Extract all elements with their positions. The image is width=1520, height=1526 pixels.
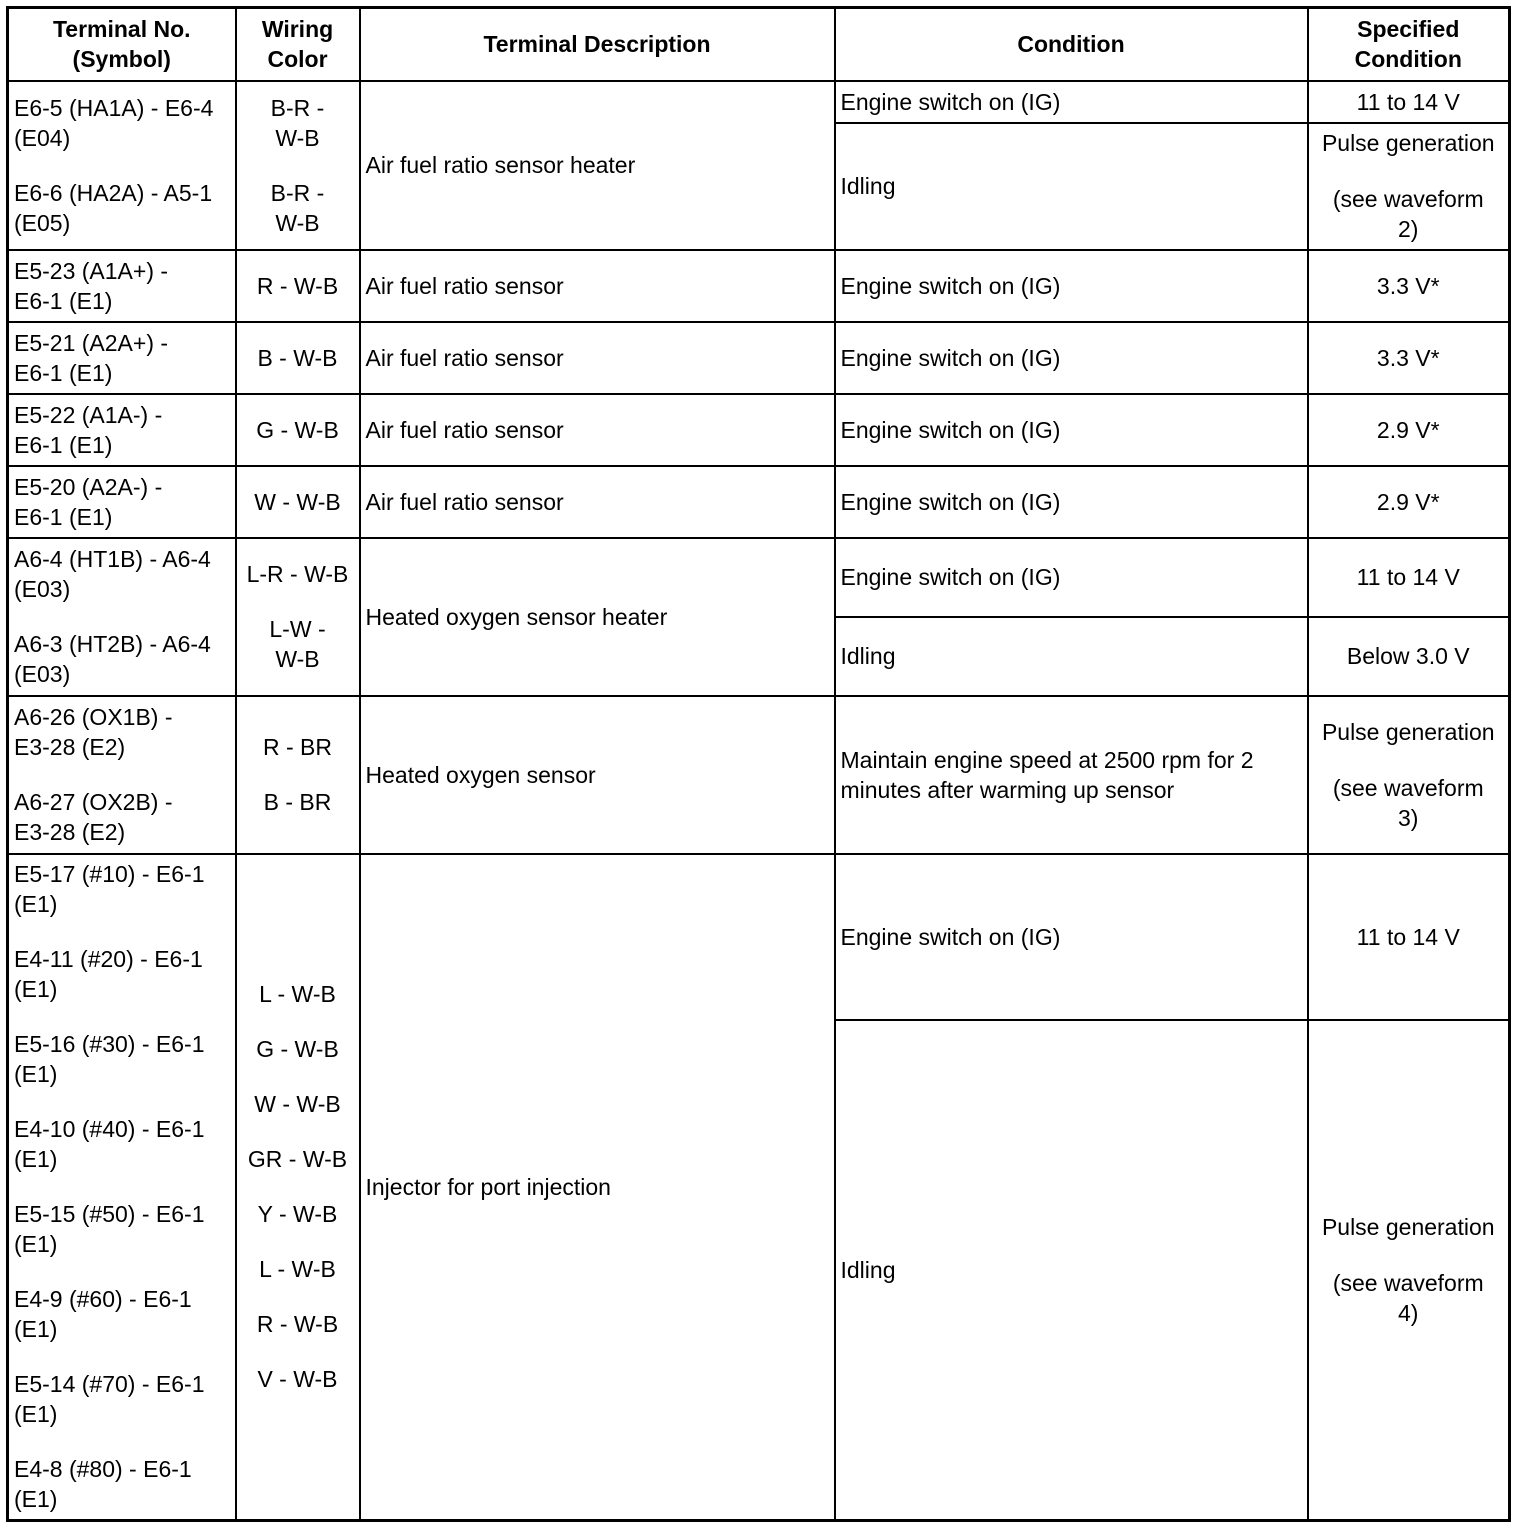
wiring-cell: G - W-B (236, 394, 360, 466)
table-row (8, 322, 1510, 394)
header-condition: Condition (835, 8, 1308, 81)
description-cell: Heated oxygen sensor (360, 696, 835, 854)
condition-cell: Engine switch on (IG) (835, 322, 1308, 394)
terminal-cell: E5-20 (A2A-) - E6-1 (E1) (8, 466, 236, 538)
terminal-cell: E5-21 (A2A+) - E6-1 (E1) (8, 322, 236, 394)
wiring-cell: L-R - W-B L-W - W-B (236, 538, 360, 696)
terminal-cell: E5-17 (#10) - E6-1 (E1) E4-11 (#20) - E6-1 (E1) E5-16 (#30) - E6-1 (E1) E4-10 (#40) - E6-1 (E1) E5-15 (#50) - E6-1 (E1) E4-9 (#60) - E6-1 (E1) E5-14 (#70) - E6-1 (E1) E4-8 (#80) - E6-1 (E1) (8, 854, 236, 1521)
specified-cell: Below 3.0 V (1308, 617, 1510, 696)
description-cell: Air fuel ratio sensor (360, 466, 835, 538)
wiring-cell: B - W-B (236, 322, 360, 394)
specified-cell: Pulse generation (see waveform 4) (1308, 1020, 1510, 1520)
terminal-cell: E5-22 (A1A-) - E6-1 (E1) (8, 394, 236, 466)
description-cell: Injector for port injection (360, 854, 835, 1521)
condition-cell: Engine switch on (IG) (835, 81, 1308, 123)
wiring-cell: L - W-B G - W-B W - W-B GR - W-B Y - W-B L - W-B R - W-B V - W-B (236, 854, 360, 1521)
condition-cell: Engine switch on (IG) (835, 854, 1308, 1020)
terminal-cell: A6-4 (HT1B) - A6-4 (E03) A6-3 (HT2B) - A6-4 (E03) (8, 538, 236, 696)
table-row (8, 538, 1510, 617)
condition-cell: Idling (835, 123, 1308, 250)
description-cell: Air fuel ratio sensor (360, 394, 835, 466)
header-description: Terminal Description (360, 8, 835, 81)
table-row (8, 466, 1510, 538)
terminal-cell: E5-23 (A1A+) - E6-1 (E1) (8, 250, 236, 322)
wiring-cell: W - W-B (236, 466, 360, 538)
specified-cell: 3.3 V* (1308, 322, 1510, 394)
table-row (8, 394, 1510, 466)
specified-cell: 2.9 V* (1308, 466, 1510, 538)
description-cell: Air fuel ratio sensor heater (360, 81, 835, 250)
description-cell: Air fuel ratio sensor (360, 322, 835, 394)
condition-cell: Idling (835, 1020, 1308, 1520)
terminal-cell: A6-26 (OX1B) - E3-28 (E2) A6-27 (OX2B) - E3-28 (E2) (8, 696, 236, 854)
specified-cell: 2.9 V* (1308, 394, 1510, 466)
terminal-cell: E6-5 (HA1A) - E6-4 (E04) E6-6 (HA2A) - A5-1 (E05) (8, 81, 236, 250)
header-wiring: Wiring Color (236, 8, 360, 81)
wiring-cell: R - BR B - BR (236, 696, 360, 854)
specified-cell: 11 to 14 V (1308, 538, 1510, 617)
condition-cell: Engine switch on (IG) (835, 250, 1308, 322)
table-row (8, 696, 1510, 854)
wiring-cell: B-R - W-B B-R - W-B (236, 81, 360, 250)
condition-cell: Engine switch on (IG) (835, 538, 1308, 617)
condition-cell: Idling (835, 617, 1308, 696)
specified-cell: 11 to 14 V (1308, 81, 1510, 123)
condition-cell: Maintain engine speed at 2500 rpm for 2 minutes after warming up sensor (835, 696, 1308, 854)
specified-cell: 11 to 14 V (1308, 854, 1510, 1020)
description-cell: Heated oxygen sensor heater (360, 538, 835, 696)
condition-cell: Engine switch on (IG) (835, 394, 1308, 466)
specified-cell: Pulse generation (see waveform 3) (1308, 696, 1510, 854)
description-cell: Air fuel ratio sensor (360, 250, 835, 322)
table-row (8, 854, 1510, 1020)
header-specified: Specified Condition (1308, 8, 1510, 81)
wiring-cell: R - W-B (236, 250, 360, 322)
table-row (8, 250, 1510, 322)
terminal-table (6, 6, 1511, 1522)
header-terminal: Terminal No. (Symbol) (8, 8, 236, 81)
specified-cell: Pulse generation (see waveform 2) (1308, 123, 1510, 250)
condition-cell: Engine switch on (IG) (835, 466, 1308, 538)
specified-cell: 3.3 V* (1308, 250, 1510, 322)
table-row (8, 81, 1510, 123)
header-row (8, 8, 1510, 81)
